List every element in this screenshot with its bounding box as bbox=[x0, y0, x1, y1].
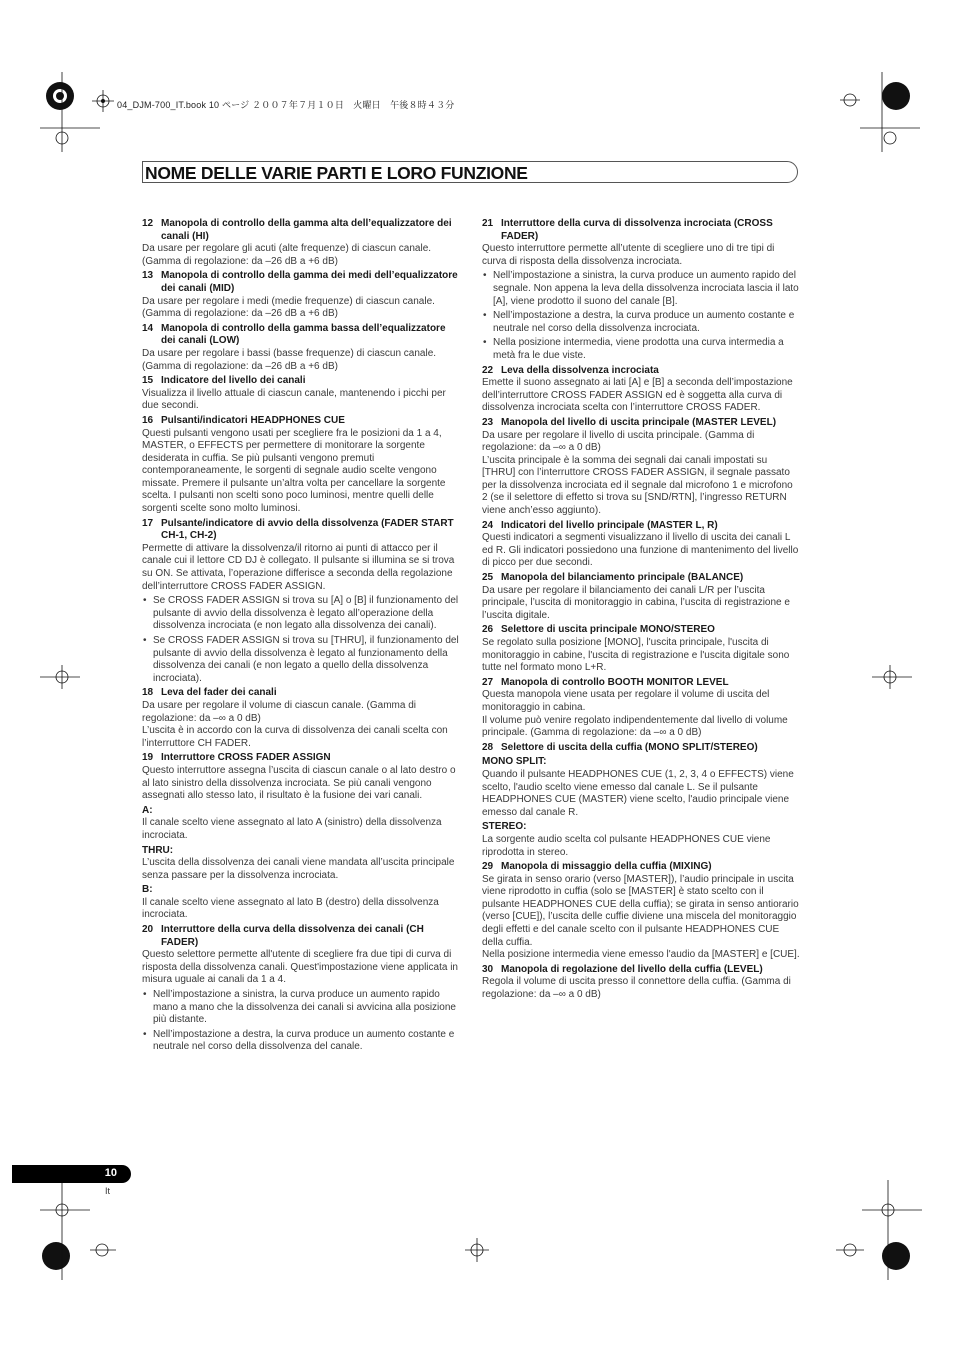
section-12 bbox=[142, 218, 460, 268]
section-25 bbox=[482, 572, 800, 622]
section-27 bbox=[482, 677, 800, 740]
section-number: 18 bbox=[142, 687, 154, 699]
bullet-list bbox=[482, 270, 800, 362]
section-number: 21 bbox=[482, 218, 494, 229]
page-number: 10 bbox=[104, 1167, 117, 1179]
section-number: 30 bbox=[482, 963, 494, 975]
section-heading bbox=[482, 365, 800, 378]
section-text: Da usare per regolare gli acuti (alte frequenze) di ciascun canale. (Gamma di regolazione: da –26 dB a +6 dB) bbox=[142, 243, 432, 267]
option-label: B: bbox=[142, 884, 153, 896]
section-heading bbox=[142, 270, 460, 295]
crosshair-mid-right bbox=[872, 665, 912, 689]
bullet-item: • Nella posizione intermedia, viene prodotta una curva intermedia a metà fra le due viste. bbox=[482, 337, 800, 362]
section-title: Manopola di regolazione del livello della cuffia (LEVEL) bbox=[501, 963, 763, 975]
section-text: Se regolato sulla posizione [MONO], l'uscita principale, l'uscita di monitoraggio in cabine, l'uscita di registrazione e l'uscita digitale sono tutte nel formato mono L+R. bbox=[482, 637, 790, 674]
section-text: Da usare per regolare il volume di ciascun canale. (Gamma di regolazione: da –∞ a 0 dB) bbox=[142, 699, 417, 724]
section-17 bbox=[142, 518, 460, 686]
section-number: 12 bbox=[142, 218, 154, 229]
section-text: Emette il suono assegnato ai lati [A] e [B] a seconda dell’impostazione dell’interruttore CROSS FADER ASSIGN ed è soggetta alla curva di dissolvenza incrociata scelta con l’interruttore CROSS FADER. bbox=[482, 377, 793, 414]
section-number: 23 bbox=[482, 416, 494, 428]
section-heading bbox=[482, 417, 800, 430]
bullet-item: • Se CROSS FADER ASSIGN si trova su [THRU], il funzionamento del pulsante di avvio della dissolvenza è legato al funzionamento della dissolvenza dei canali (e non legato a quello della dissolvenza incrociata). bbox=[142, 635, 460, 685]
option-text: Il canale scelto viene assegnato al lato B (destro) della dissolvenza incrociata. bbox=[142, 896, 439, 921]
section-24 bbox=[482, 520, 800, 570]
section-title: Manopola di controllo della gamma dei medi dell’equalizzatore dei canali (MID) bbox=[161, 270, 458, 294]
left-column bbox=[142, 218, 460, 1056]
section-number: 17 bbox=[142, 517, 154, 529]
section-20 bbox=[142, 924, 460, 1054]
section-text: Da usare per regolare il livello di uscita principale. (Gamma di regolazione: da –∞ a 0 dB) bbox=[482, 429, 755, 454]
section-28 bbox=[482, 742, 800, 859]
section-title: Manopola del livello di uscita principale (MASTER LEVEL) bbox=[501, 416, 777, 428]
section-text: Se girata in senso orario (verso [MASTER]), l’audio principale in uscita viene riprodotto in cuffia (solo se [MASTER] è stato scelto con il pulsante HEADPHONES CUE della cuffia); se girata in senso antiorario (verso [CUE]), l’uscita delle cuffie diviene una miscela del monitoraggio degli effetti e del canale scelto con il pulsante HEADPHONES CUE della cuffia. bbox=[482, 873, 799, 948]
section-21 bbox=[482, 218, 800, 363]
section-heading bbox=[482, 861, 800, 874]
section-heading bbox=[482, 624, 800, 637]
section-text: Da usare per regolare i bassi (basse frequenze) di ciascun canale. (Gamma di regolazione: da –26 dB a +6 dB) bbox=[142, 347, 437, 372]
section-title: Pulsanti/indicatori HEADPHONES CUE bbox=[161, 414, 345, 426]
section-19 bbox=[142, 752, 460, 922]
section-number: 26 bbox=[482, 624, 494, 636]
page-number-tab bbox=[12, 1165, 131, 1183]
section-23 bbox=[482, 417, 800, 518]
section-title: Selettore di uscita principale MONO/STEREO bbox=[501, 624, 715, 636]
section-text: Regola il volume di uscita presso il connettore della cuffia. (Gamma di regolazione: da –∞ a 0 dB) bbox=[482, 976, 791, 1001]
option-label: THRU: bbox=[142, 844, 174, 856]
section-text: Permette di attivare la dissolvenza/il ritorno ai punti di attacco per il canale cui il lettore CD DJ è collegato. Il pulsante si illumina se si trova su ON. Se attivata, l’operazione differisce a seconda della regolazione dell’interruttore CROSS FADER ASSIGN. bbox=[142, 542, 455, 592]
bullet-item: • Se CROSS FADER ASSIGN si trova su [A] o [B] il funzionamento del pulsante di avvio della dissolvenza è legato all’operazione della dissolvenza incrociata (e non legato alla dissolvenza dei canali). bbox=[142, 595, 460, 633]
bullet-item: • Nell’impostazione a destra, la curva produce un aumento costante e neutrale nel corso della dissolvenza incrociata. bbox=[482, 310, 800, 335]
section-number: 13 bbox=[142, 270, 154, 282]
section-text: Da usare per regolare i medi (medie frequenze) di ciascun canale. (Gamma di regolazione: da –26 dB a +6 dB) bbox=[142, 295, 435, 320]
section-text: Questa manopola viene usata per regolare il volume di uscita del monitoraggio in cabina. bbox=[482, 689, 770, 713]
registration-mark-top-right bbox=[840, 72, 920, 152]
section-number: 22 bbox=[482, 364, 494, 376]
section-number: 28 bbox=[482, 741, 494, 753]
section-heading bbox=[142, 518, 460, 543]
section-number: 16 bbox=[142, 414, 154, 426]
section-14 bbox=[142, 323, 460, 373]
bullet-item: • Nell’impostazione a sinistra, la curva produce un aumento rapido del segnale. Non appena la leva della dissolvenza incrociata lascia il lato [A], viene prodotto il suono del canale [B]. bbox=[482, 270, 800, 308]
section-16 bbox=[142, 415, 460, 516]
section-number: 20 bbox=[142, 924, 154, 936]
registration-mark-top-left bbox=[40, 72, 100, 152]
crosshair-mid-left bbox=[40, 665, 80, 689]
section-text-continued: L’uscita principale è la somma dei segnali dai canali impostati su [THRU] con l’interruttore CROSS FADER ASSIGN, il segnale passato per la dissolvenza incrociata ed il segnale dal microfono 1 e microfono 2 (se il selettore di effetto si trova su [SND/RTN], l’ingresso RETURN viene anch’esso aggiunto). bbox=[482, 454, 793, 517]
section-title: Leva del fader dei canali bbox=[161, 687, 277, 699]
page-language: It bbox=[105, 1186, 111, 1196]
bullet-item: • Nell’impostazione a sinistra, la curva produce un aumento rapido mano a mano che la dissolvenza dei canali si avvicina alla posizione più distante. bbox=[142, 989, 460, 1027]
section-text-continued: Nella posizione intermedia viene emesso l'audio da [MASTER] e [CUE]. bbox=[482, 949, 800, 961]
print-file-info: 04_DJM-700_IT.book 10 ページ ２００７年７月１０日 火曜日 午後８時４３分 bbox=[117, 100, 455, 110]
section-text-continued: L’uscita è in accordo con la curva di dissolvenza dei canali scelta con l’interruttore CH FADER. bbox=[142, 725, 448, 749]
crosshair-bottom-center bbox=[465, 1238, 489, 1262]
section-heading bbox=[142, 218, 460, 243]
option-label: A: bbox=[142, 804, 153, 816]
section-number: 19 bbox=[142, 752, 154, 764]
section-text: Questi pulsanti vengono usati per scegliere fra le posizioni da 1 a 4, MASTER, o EFFECTS per permettere di monitorare la sorgente desiderata in cuffia. Se più pulsanti vengono premuti contemporaneamente, le sorgenti di segnale audio scelte vengono missate. Premere il pulsante un’altra volta per cancellare la sorgente scelta. I pulsanti non scelti sono poco luminosi, mentre quelli delle sorgenti scelte sono molto luminosi. bbox=[142, 427, 446, 515]
section-title-bar bbox=[142, 161, 798, 183]
page-title: NOME DELLE VARIE PARTI E LORO FUNZIONE bbox=[145, 163, 528, 183]
section-heading bbox=[142, 752, 460, 765]
section-title: Leva della dissolvenza incrociata bbox=[501, 364, 659, 376]
option-text: L’uscita della dissolvenza dei canali viene mandata all’uscita principale senza passare per la dissolvenza incrociata. bbox=[142, 857, 455, 881]
section-text: Da usare per regolare il bilanciamento dei canali L/R per l’uscita principale, l’uscita di monitoraggio in cabina, l’uscita di registrazione e l’uscita digitale. bbox=[482, 584, 790, 621]
section-text: Questi indicatori a segmenti visualizzano il livello di uscita dei canali L ed R. Gli indicatori possiedono una funzione di mantenimento del livello di picco per due secondi. bbox=[482, 532, 799, 569]
section-text-continued: Il volume può venire regolato indipendentemente dal livello di volume principale. (Gamma di regolazione: da –∞ a 0 dB) bbox=[482, 714, 788, 739]
section-title: Indicatori del livello principale (MASTER L, R) bbox=[501, 519, 718, 531]
section-title: Pulsante/indicatore di avvio della dissolvenza (FADER START CH-1, CH-2) bbox=[161, 517, 454, 542]
section-text: Questo selettore permette all'utente di scegliere fra due tipi di curva di risposta della dissolvenza canali. Quest'impostazione viene applicata in misura uguale ai canali da 1 a 4. bbox=[142, 949, 458, 986]
section-title: Interruttore CROSS FADER ASSIGN bbox=[161, 752, 331, 764]
section-number: 14 bbox=[142, 322, 154, 334]
section-title: Manopola di controllo della gamma alta dell’equalizzatore dei canali (HI) bbox=[161, 218, 452, 242]
section-title: Manopola di controllo BOOTH MONITOR LEVEL bbox=[501, 676, 729, 688]
section-heading bbox=[482, 218, 800, 243]
section-heading bbox=[142, 415, 460, 428]
section-title: Interruttore della curva di dissolvenza incrociata (CROSS FADER) bbox=[501, 218, 773, 242]
section-number: 27 bbox=[482, 676, 494, 688]
section-text: Questo interruttore permette all’utente di scegliere uno di tre tipi di curva di risposta della dissolvenza incrociata. bbox=[482, 243, 775, 267]
section-title: Manopola del bilanciamento principale (BALANCE) bbox=[501, 572, 744, 584]
right-column bbox=[482, 218, 800, 1004]
section-heading bbox=[142, 687, 460, 700]
option-label: STEREO: bbox=[482, 821, 527, 833]
bullet-item: • Nell’impostazione a destra, la curva produce un aumento costante e neutrale nel corso della dissolvenza del canale. bbox=[142, 1029, 460, 1054]
section-heading bbox=[482, 572, 800, 585]
section-number: 29 bbox=[482, 861, 494, 873]
section-heading bbox=[482, 677, 800, 690]
section-heading bbox=[482, 520, 800, 533]
section-number: 25 bbox=[482, 572, 494, 584]
section-26 bbox=[482, 624, 800, 674]
section-15 bbox=[142, 375, 460, 413]
section-22 bbox=[482, 365, 800, 415]
section-title: Indicatore del livello dei canali bbox=[161, 375, 306, 387]
section-title: Selettore di uscita della cuffia (MONO SPLIT/STEREO) bbox=[501, 741, 758, 753]
option-text: La sorgente audio scelta col pulsante HEADPHONES CUE viene riprodotta in stereo. bbox=[482, 833, 771, 858]
section-number: 15 bbox=[142, 375, 154, 387]
section-number: 24 bbox=[482, 519, 494, 531]
section-13 bbox=[142, 270, 460, 320]
option-text: Quando il pulsante HEADPHONES CUE (1, 2, 3, 4 o EFFECTS) viene scelto, l'audio scelto viene emesso dal canale L. Se il pulsante HEADPHONES CUE (MASTER) viene scelto, l'audio principale viene emesso dal canale R. bbox=[482, 768, 794, 818]
crosshair-top-left bbox=[92, 90, 114, 112]
section-title: Manopola di missaggio della cuffia (MIXING) bbox=[501, 861, 712, 873]
section-heading bbox=[142, 323, 460, 348]
section-30 bbox=[482, 964, 800, 1002]
section-18 bbox=[142, 687, 460, 750]
section-heading bbox=[482, 964, 800, 977]
bullet-list bbox=[142, 989, 460, 1054]
option-label: MONO SPLIT: bbox=[482, 756, 547, 768]
section-heading bbox=[482, 742, 800, 755]
section-29 bbox=[482, 861, 800, 962]
section-text: Questo interruttore assegna l’uscita di ciascun canale o al lato destro o al lato sinistro della dissolvenza incrociata. Se più canali vengono assegnati allo stesso lato, il risultato è la fusione dei vari canali. bbox=[142, 764, 456, 802]
option-text: Il canale scelto viene assegnato al lato A (sinistro) della dissolvenza incrociata. bbox=[142, 817, 442, 841]
section-title: Manopola di controllo della gamma bassa dell’equalizzatore dei canali (LOW) bbox=[161, 322, 446, 347]
bullet-list bbox=[142, 595, 460, 685]
section-heading bbox=[142, 375, 460, 388]
registration-mark-bottom-right bbox=[832, 1180, 922, 1280]
section-title: Interruttore della curva della dissolvenza dei canali (CH FADER) bbox=[161, 924, 424, 948]
section-text: Visualizza il livello attuale di ciascun canale, mantenendo i picchi per due secondi. bbox=[142, 387, 446, 412]
section-heading bbox=[142, 924, 460, 949]
